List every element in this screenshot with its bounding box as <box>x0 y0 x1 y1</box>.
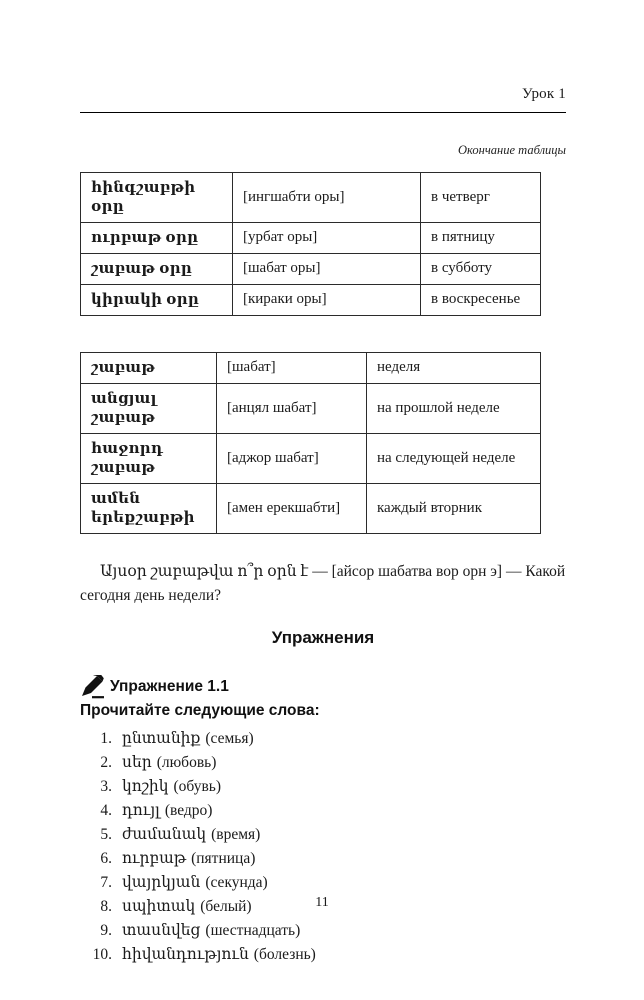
item-number: 2. <box>100 754 112 771</box>
russian-cell: на прошлой неделе <box>367 384 541 434</box>
russian-translation: (белый) <box>200 898 252 915</box>
russian-translation: (болезнь) <box>253 946 316 963</box>
question-rest: — [айсор шабатва вор орн э] — Какой сегодня день недели? <box>80 563 566 604</box>
table-continuation-caption: Окончание таблицы <box>457 143 566 157</box>
week-expressions-table <box>80 352 541 534</box>
item-number: 9. <box>100 922 112 939</box>
exercise-title: Упражнение 1.1 <box>110 678 229 695</box>
word-list <box>80 727 566 967</box>
page-number: 11 <box>315 895 329 910</box>
item-number: 6. <box>100 850 112 867</box>
transcription-cell: [урбат оры] <box>233 223 421 254</box>
item-number: 3. <box>100 778 112 795</box>
list-item <box>80 775 566 799</box>
list-item <box>80 823 566 847</box>
russian-translation: (ведро) <box>164 802 213 819</box>
armenian-word: հիվանդություն <box>122 946 249 963</box>
list-item <box>80 727 566 751</box>
list-item <box>80 799 566 823</box>
russian-translation: (любовь) <box>156 754 217 771</box>
table-row <box>81 254 541 285</box>
header-rule <box>80 112 566 113</box>
armenian-word: ուրբաթ <box>122 850 187 867</box>
armenian-word: վայրկյան <box>122 874 201 891</box>
exercises-heading: Упражнения <box>271 628 375 647</box>
table-row <box>81 384 541 434</box>
russian-translation: (пятница) <box>191 850 256 867</box>
russian-translation: (обувь) <box>173 778 222 795</box>
russian-cell: в пятницу <box>421 223 541 254</box>
armenian-word: դույլ <box>122 802 160 819</box>
weekdays-table <box>80 172 541 316</box>
exercise-header <box>80 672 566 696</box>
list-item <box>80 943 566 967</box>
russian-cell: в воскресенье <box>421 285 541 316</box>
russian-cell: неделя <box>367 353 541 384</box>
item-number: 8. <box>100 898 112 915</box>
item-number: 4. <box>100 802 112 819</box>
armenian-cell: շաբաթ օրը <box>81 254 233 285</box>
russian-cell: каждый вторник <box>367 484 541 534</box>
armenian-cell: շաբաթ <box>81 353 217 384</box>
item-number: 5. <box>100 826 112 843</box>
question-paragraph <box>80 560 566 608</box>
russian-translation: (семья) <box>205 730 254 747</box>
armenian-cell: ուրբաթ օրը <box>81 223 233 254</box>
armenian-word: ընտանիք <box>122 730 201 747</box>
transcription-cell: [амен ерекшабти] <box>217 484 367 534</box>
russian-translation: (шестнадцать) <box>205 922 301 939</box>
armenian-word: սեր <box>122 754 152 771</box>
item-number: 10. <box>92 946 112 963</box>
list-item <box>80 751 566 775</box>
armenian-cell: կիրակի օրը <box>81 285 233 316</box>
armenian-cell: հաջորդ շաբաթ <box>81 434 217 484</box>
list-item <box>80 919 566 943</box>
list-item <box>80 871 566 895</box>
table-row <box>81 434 541 484</box>
table-row <box>81 173 541 223</box>
russian-translation: (секунда) <box>205 874 268 891</box>
transcription-cell: [аджор шабат] <box>217 434 367 484</box>
russian-translation: (время) <box>211 826 261 843</box>
armenian-word: տասնվեց <box>122 922 201 939</box>
armenian-cell: հինգշաբթի օրը <box>81 173 233 223</box>
armenian-word: սպիտակ <box>122 898 196 915</box>
instruction-text: Прочитайте следующие слова: <box>80 702 320 719</box>
transcription-cell: [ингшабти оры] <box>233 173 421 223</box>
armenian-cell: անցյալ շաբաթ <box>81 384 217 434</box>
armenian-word: ժամանակ <box>122 826 207 843</box>
table-row <box>81 285 541 316</box>
pencil-icon <box>80 675 106 699</box>
item-number: 1. <box>100 730 112 747</box>
armenian-cell: ամեն երեքշաբթի <box>81 484 217 534</box>
lesson-header: Урок 1 <box>521 86 566 102</box>
transcription-cell: [шабат оры] <box>233 254 421 285</box>
transcription-cell: [кираки оры] <box>233 285 421 316</box>
table-row <box>81 223 541 254</box>
armenian-word: կոշիկ <box>122 778 169 795</box>
item-number: 7. <box>100 874 112 891</box>
transcription-cell: [анцял шабат] <box>217 384 367 434</box>
question-armenian: Այսօր շաբաթվա ո՞ր օրն է <box>100 563 309 580</box>
russian-cell: в четверг <box>421 173 541 223</box>
russian-cell: на следующей неделе <box>367 434 541 484</box>
table-row <box>81 353 541 384</box>
transcription-cell: [шабат] <box>217 353 367 384</box>
table-row <box>81 484 541 534</box>
russian-cell: в субботу <box>421 254 541 285</box>
list-item <box>80 847 566 871</box>
